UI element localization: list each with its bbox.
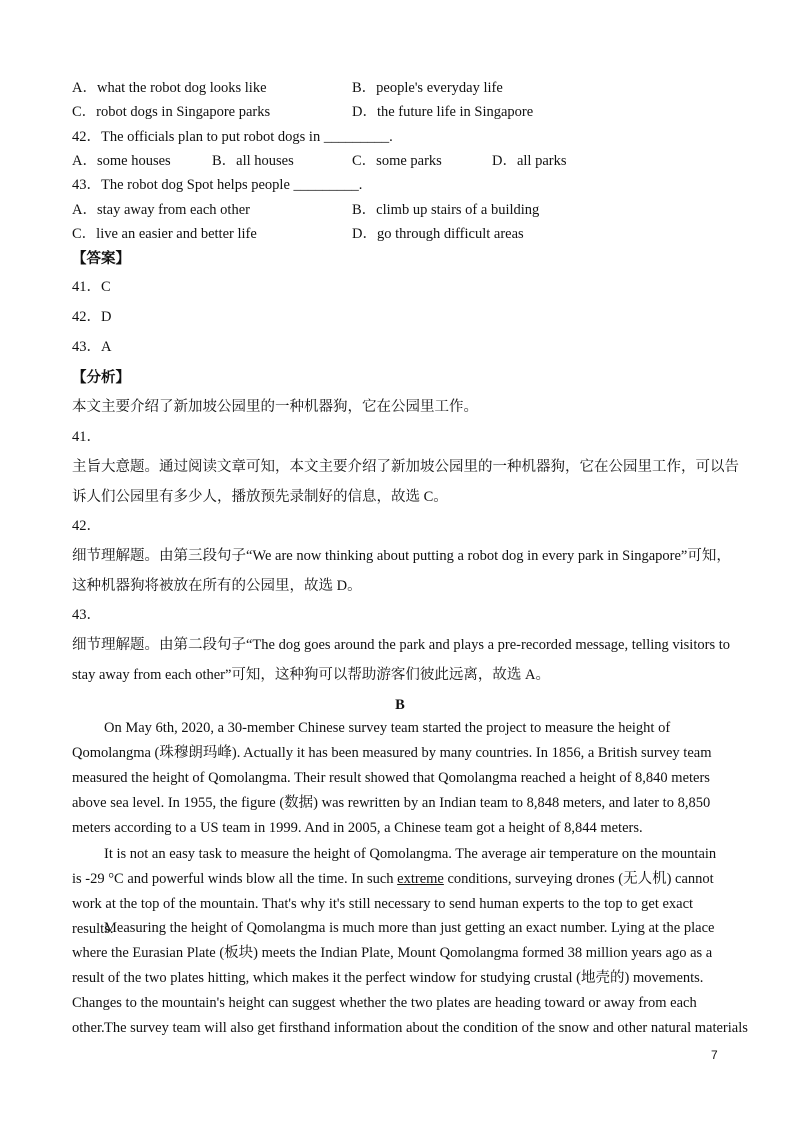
answer-42: 42．D: [72, 309, 112, 325]
analysis-43-line-1: 细节理解题。由第二段句子“The dog goes around the park and plays a pre-recorded message, telling visitors to: [72, 637, 730, 653]
option-43-c: C．live an easier and better life: [72, 226, 257, 242]
analysis-42-line-2: 这种机器狗将被放在所有的公园里，故选 D。: [72, 578, 362, 594]
section-title: B: [395, 697, 405, 713]
option-41-b: B．people's everyday life: [352, 80, 503, 96]
passage-paragraph-2-start: It is not an easy task to measure the height of Qomolangma. The average air temperature on the mountain is -29 °C and powerful winds blow all the time. In such: [72, 846, 717, 887]
answer-heading: 【答案】: [72, 251, 130, 267]
analysis-heading: 【分析】: [72, 370, 130, 386]
analysis-41-line-2: 诉人们公园里有多少人，播放预先录制好的信息，故选 C。: [72, 489, 448, 505]
question-43-stem: 43．The robot dog Spot helps people _________.: [72, 177, 363, 193]
underlined-word: extreme: [397, 871, 444, 887]
option-43-b: B．climb up stairs of a building: [352, 202, 540, 218]
option-42-a: A．some houses: [72, 153, 171, 169]
option-41-a: A．what the robot dog looks like: [72, 80, 267, 96]
analysis-summary: 本文主要介绍了新加坡公园里的一种机器狗，它在公园里工作。: [72, 399, 478, 415]
option-43-a: A．stay away from each other: [72, 202, 250, 218]
passage-paragraph-2-end: conditions, surveying drones (无人机) cannot work at the top of the mountain. That's why it's still necessary to send human experts to the top to get exact results.: [72, 871, 714, 937]
analysis-43-number: 43．: [72, 607, 101, 623]
passage-paragraph-3: Measuring the height of Qomolangma is much more than just getting an exact number. Lying at the place where the Eurasian Plate (板块) meets the Indian Plate, Mount Qomolangma formed 38 million years ago as a result of the two plates hitting, which makes it the perfect window for studying crustal (地壳的) movements. Changes to the mountain's height can suggest whether the two plates are heading toward or away from each other.: [72, 920, 715, 1036]
page-number: 7: [711, 1048, 718, 1062]
option-43-d: D．go through difficult areas: [352, 226, 524, 242]
option-42-b: B．all houses: [212, 153, 294, 169]
analysis-42-line-1: 细节理解题。由第三段句子“We are now thinking about putting a robot dog in every park in Singapore”可知，: [72, 548, 731, 564]
question-42-stem: 42．The officials plan to put robot dogs in _________.: [72, 129, 393, 145]
analysis-41-number: 41．: [72, 429, 101, 445]
passage-paragraph-1: On May 6th, 2020, a 30-member Chinese survey team started the project to measure the height of Qomolangma (珠穆朗玛峰). Actually it has been measured by many countries. In 1856, a British survey team measured the height of Qomolangma. Their result showed that Qomolangma reached a height of 8,840 meters above sea level. In 1955, the figure (数据) was rewritten by an Indian team to 8,848 meters, and later to 8,850 meters according to a US team in 1999. And in 2005, a Chinese team got a height of 8,844 meters.: [72, 720, 712, 836]
option-42-c: C．some parks: [352, 153, 442, 169]
passage-paragraph-4: The survey team will also get firsthand information about the condition of the snow and other natural materials: [104, 1020, 748, 1036]
option-42-d: D．all parks: [492, 153, 567, 169]
answer-43: 43．A: [72, 339, 112, 355]
analysis-42-number: 42．: [72, 518, 101, 534]
answer-41: 41．C: [72, 279, 111, 295]
analysis-41-line-1: 主旨大意题。通过阅读文章可知，本文主要介绍了新加坡公园里的一种机器狗，它在公园里工作，可以告: [72, 459, 739, 475]
analysis-43-line-2: stay away from each other”可知，这种狗可以帮助游客们彼此远离，故选 A。: [72, 667, 551, 683]
option-41-c: C．robot dogs in Singapore parks: [72, 104, 271, 120]
option-41-d: D．the future life in Singapore: [352, 104, 534, 120]
